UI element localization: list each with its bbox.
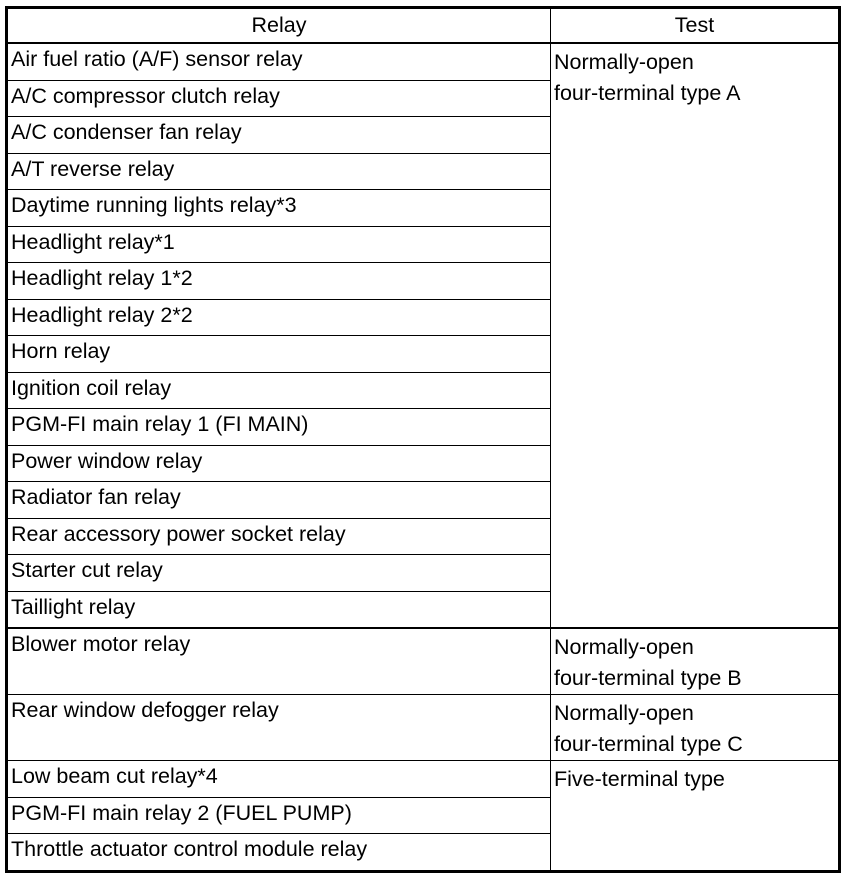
test-type-a — [551, 43, 840, 628]
relay-name: Power window relay — [7, 445, 551, 482]
relay-name: Horn relay — [7, 336, 551, 373]
relay-name: Blower motor relay — [7, 628, 551, 695]
test-type-c — [551, 695, 840, 761]
test-type-line: Normally-open — [554, 701, 694, 725]
test-type-b — [551, 628, 840, 695]
test-type-line: Normally-open — [554, 635, 694, 659]
table-row — [7, 43, 840, 80]
test-type-line: four-terminal type A — [554, 81, 741, 105]
relay-name: Daytime running lights relay*3 — [7, 190, 551, 227]
relay-name: Low beam cut relay*4 — [7, 761, 551, 798]
relay-name: Air fuel ratio (A/F) sensor relay — [7, 43, 551, 80]
relay-name: Ignition coil relay — [7, 372, 551, 409]
test-column-header: Test — [551, 8, 840, 44]
relay-name: Rear window defogger relay — [7, 695, 551, 761]
relay-name: A/C condenser fan relay — [7, 117, 551, 154]
relay-name: Radiator fan relay — [7, 482, 551, 519]
table-row — [7, 761, 840, 798]
test-type-line: four-terminal type B — [554, 666, 742, 690]
relay-name: Taillight relay — [7, 591, 551, 628]
table-row — [7, 628, 840, 695]
relay-name: Headlight relay 1*2 — [7, 263, 551, 300]
relay-test-table — [5, 6, 841, 873]
relay-name: Throttle actuator control module relay — [7, 834, 551, 872]
table-body — [7, 43, 840, 871]
relay-column-header: Relay — [7, 8, 551, 44]
relay-name: A/C compressor clutch relay — [7, 80, 551, 117]
relay-name: Starter cut relay — [7, 555, 551, 592]
relay-name: Headlight relay 2*2 — [7, 299, 551, 336]
relay-name: Headlight relay*1 — [7, 226, 551, 263]
relay-name: PGM-FI main relay 1 (FI MAIN) — [7, 409, 551, 446]
header-row — [7, 8, 840, 44]
relay-name: A/T reverse relay — [7, 153, 551, 190]
test-type-line: Five-terminal type — [554, 767, 725, 791]
relay-name: PGM-FI main relay 2 (FUEL PUMP) — [7, 797, 551, 834]
test-type-line: Normally-open — [554, 50, 694, 74]
table-row — [7, 695, 840, 761]
relay-name: Rear accessory power socket relay — [7, 518, 551, 555]
test-type-line: four-terminal type C — [554, 732, 743, 756]
test-type-five-terminal — [551, 761, 840, 872]
